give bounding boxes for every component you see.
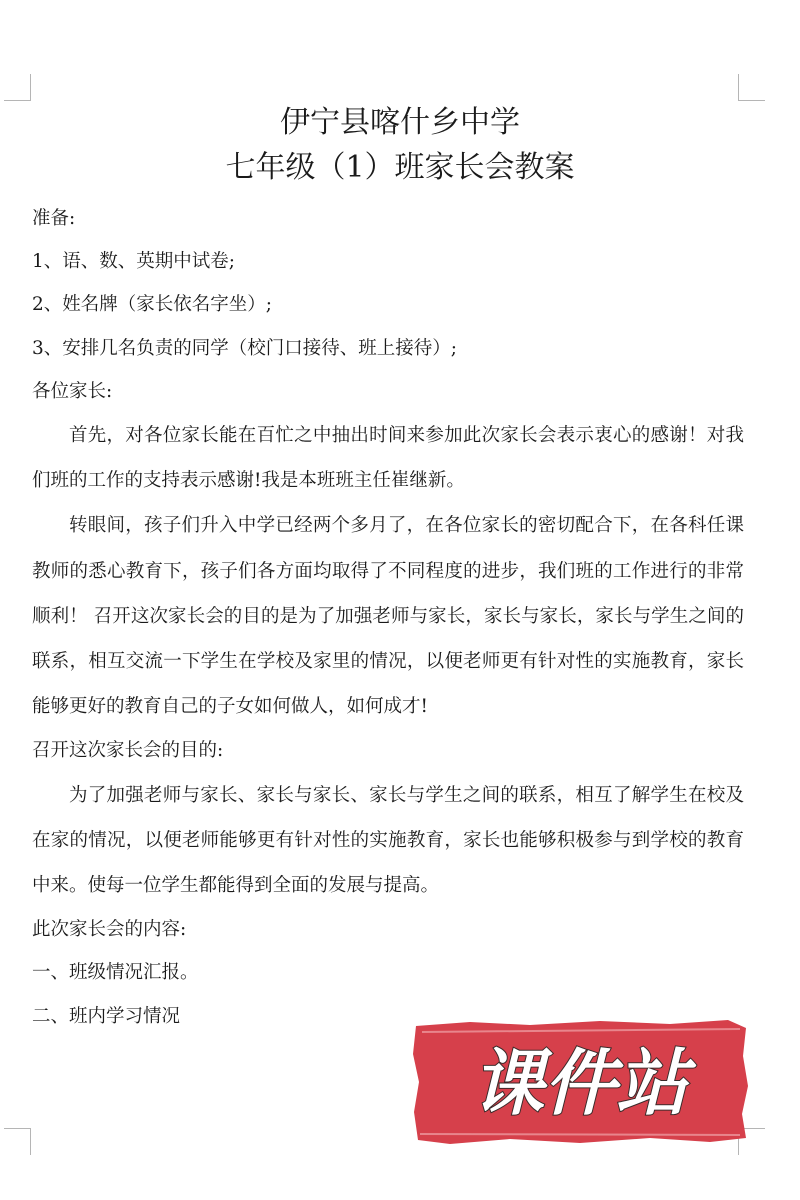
prep-item: 1、语、数、英期中试卷; [32, 251, 236, 273]
watermark-stamp-text: 课件站 [471, 1041, 689, 1125]
page-corner-mark-bottom-left [4, 1128, 31, 1155]
contents-item: 二、班内学习情况 [32, 1005, 181, 1027]
document-body [32, 197, 744, 1038]
purpose-paragraph: 为了加强老师与家长、家长与家长、家长与学生之间的联系，相互了解学生在校及在家的情况，以便老师能够更有针对性的实施教育，家长也能够积极参与到学校的教育中来。使每一位学生都能得到全面的发展与提高。 [32, 784, 744, 896]
school-name-title: 伊宁县喀什乡中学 [280, 105, 520, 140]
watermark-stamp-logo [410, 1016, 750, 1146]
page-corner-mark-top-right [738, 74, 765, 101]
greeting: 各位家长: [32, 380, 113, 402]
progress-paragraph: 转眼间，孩子们升入中学已经两个多月了，在各位家长的密切配合下，在各科任课教师的悉心教育下，孩子们各方面均取得了不同程度的进步，我们班的工作进行的非常顺利！ 召开这次家长会的目的是为了加强老师与家长，家长与家长，家长与学生之间的联系，相互交流一下学生在学校及家里的情况，以便老师更有针对性的实施教育，家长能够更好的教育自己的子女如何做人，如何成才! [32, 515, 744, 718]
purpose-heading: 召开这次家长会的目的: [32, 740, 224, 762]
prep-item: 3、安排几名负责的同学（校门口接待、班上接待）; [32, 337, 458, 359]
prep-item: 2、姓名牌（家长依名字坐）; [32, 294, 273, 316]
page-corner-mark-top-left [4, 74, 31, 101]
contents-item: 一、班级情况汇报。 [32, 962, 199, 984]
intro-paragraph: 首先，对各位家长能在百忙之中抽出时间来参加此次家长会表示衷心的感谢！对我们班的工作的支持表示感谢!我是本班班主任崔继新。 [32, 424, 744, 492]
watermark-stamp-graphic [410, 1016, 750, 1146]
prep-heading: 准备: [32, 208, 76, 229]
contents-heading: 此次家长会的内容: [32, 919, 187, 941]
lesson-plan-title: 七年级（1）班家长会教案 [225, 150, 575, 185]
